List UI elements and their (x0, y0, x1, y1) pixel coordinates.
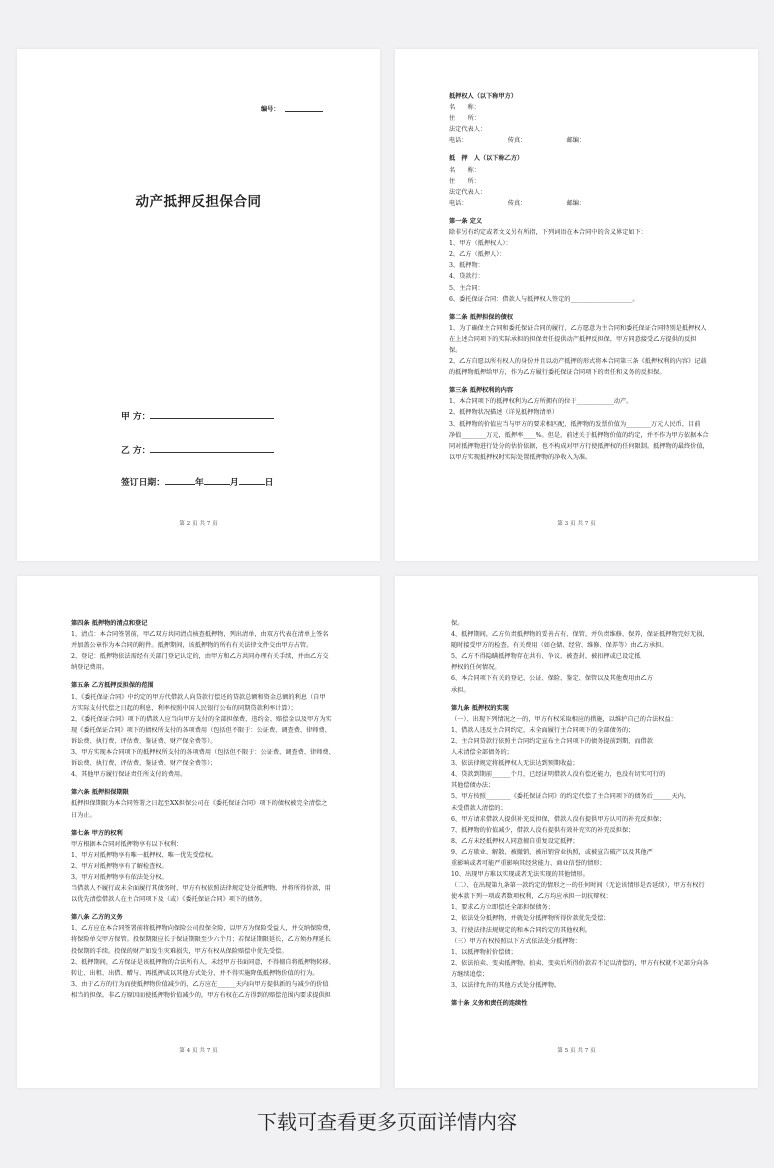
text-line: 净值________万元，抵押率____%。但是，前述关于抵押物价值的约定，并不作为甲方依据本合 (449, 431, 709, 439)
text-line: 抵押担保期限为本合同签署之日起至XX担保公司在《委托保证合同》项下的债权被完全清偿之 (71, 800, 328, 808)
text-line: 当借款人不履行或未全面履行其债务时，甲方有权依照法律规定处分抵押物，并将所得价款，用 (71, 885, 331, 893)
text-line: 1、《委托保证合同》中约定的甲方代借款人向贷款行偿还的贷款总额和资金总额的利息（自甲 (71, 693, 326, 701)
section-heading: 抵押权人（以下称甲方） (449, 93, 518, 100)
document-page-5 (395, 576, 758, 1088)
page-footer: 第 5 页 共 7 页 (557, 1048, 596, 1054)
text-line: 以甲方实现抵押权时实际处置抵押物的净收入为准。 (449, 453, 592, 461)
text-line: 5、主合同： (449, 284, 484, 292)
text-line: 1、借款人违反主合同约定，未全面履行主合同项下的全部债务的； (451, 726, 635, 734)
text-line: 1、以抵押物折价偿债； (451, 948, 517, 956)
text-line: 转让、出租、出借、赠与、再抵押或以其他方式处分，并不得实施降低抵押物价值的行为。 (71, 969, 319, 977)
party-b-row (121, 443, 274, 456)
text-line: 法定代表人： (449, 188, 487, 196)
text-line: 1、清点：本合同签署前，甲乙双方共同清点核查抵押物，列出清单，由双方代表在清单上签名 (71, 631, 329, 639)
year-label: 年 (195, 478, 204, 488)
text-line: 名 称： (449, 166, 480, 174)
text-line: 2、依法处分抵押物，并就处分抵押物所得价款优先受偿； (451, 915, 610, 923)
text-line: 3、抵押物的价值应当与甲方的要求相匹配，抵押物的发票价值为________万元人民币，目前 (449, 420, 701, 428)
text-line: 3、由于乙方的行为而使抵押物价值减少的，乙方应在______天内向甲方提供新的与减少的价值 (71, 980, 329, 988)
section-heading: 第二条 抵押担保的债权 (449, 313, 514, 321)
text-line: 住 所： (449, 177, 480, 185)
text-line: 3、依法律规定将抵押权人无法达到预期收益； (451, 760, 579, 768)
text-line: 电话： 传真： 邮编： (449, 199, 586, 207)
text-line: （二）、在出现第九条第一款约定的情形之一的任何时间（无论该情形是否延续），甲方有权行 (451, 882, 705, 890)
text-line: 6、本合同项下有关的登记、公证、保险、鉴定、保管以及其他费用由乙方 (451, 675, 653, 683)
text-line: 2、抵押物状况描述（详见抵押物清单） (449, 409, 559, 417)
day-label: 日 (264, 478, 274, 488)
section-heading: 第一条 定义 (449, 217, 483, 225)
text-line: （一）、出现下列情况之一的，甲方有权采取相应的措施，以维护自己的合法权益： (451, 715, 677, 723)
text-line: 10、出现甲方难以实现或者无法实现的其他情形。 (451, 871, 589, 879)
text-line: 1、甲方对抵押物享有唯一抵押权、唯一优先受偿权。 (71, 851, 218, 859)
text-line: 其他偿债办法； (451, 782, 495, 790)
text-line: 2、依法拍卖、变卖抵押物。拍卖、变卖后所得价款若不足以清偿的，甲方有权就不足部分向各 (451, 959, 709, 967)
party-a-label: 甲 方： (121, 412, 151, 422)
text-line: （三）甲方有权按照以下方式依法处分抵押物： (451, 937, 581, 945)
section-heading: 第九条 抵押权的实现 (451, 704, 509, 712)
text-line: 纳登记费用。 (71, 664, 109, 672)
document-page-4 (17, 576, 380, 1088)
text-line: 甲方根据本合同对抵押物享有以下权利： (71, 840, 183, 848)
text-line: 4、贷款行： (449, 273, 484, 281)
text-line: 电话： 传真： 邮编： (449, 137, 586, 145)
text-line: 随时接受甲方的检查。有关费用（如仓储、经营、维修、保养等）由乙方承担。 (451, 642, 668, 650)
text-line: 4、抵押期间，乙方负责抵押物的妥善占有、保管、并负责维修、保养，保证抵押物完好无损， (451, 631, 709, 639)
party-a-blank (150, 418, 274, 419)
section-heading: 第六条 抵押担保期限 (71, 789, 129, 797)
text-line: 在上述合同项下的实际承担的担保责任提供动产抵押反担保，甲方同意接受乙方提供的反担 (449, 335, 697, 343)
text-line: 2、抵押期间，乙方保证是该抵押物的合法所有人，未经甲方书面同意，不得擅自将抵押物转移、 (71, 958, 335, 966)
day-blank (239, 484, 265, 485)
text-line: 押权的任何情况。 (451, 664, 501, 672)
page-body (449, 91, 711, 463)
text-line: 1、甲方（抵押权人）： (449, 240, 512, 248)
text-line: 重影响或者可能严重影响其经营能力、商业信誉的情形； (451, 859, 606, 867)
text-line: 保。 (451, 620, 464, 627)
text-line: 1、本合同项下的抵押权利为乙方所拥有的位于____________动产。 (449, 398, 633, 406)
party-b-label: 乙 方： (121, 446, 151, 456)
contract-number-blank (285, 111, 323, 112)
text-line: 1、为了确保主合同和委托保证合同的履行，乙方愿意为主合同和委托保证合同特别是抵押权人 (449, 324, 707, 332)
section-heading: 抵 押 人（以下称乙方） (449, 155, 524, 163)
text-line: 2、《委托保证合同》项下的借款人应当向甲方支付的全部担保费、违约金、赔偿金以及甲方为实 (71, 715, 332, 723)
text-line: 3、抵押物： (449, 262, 484, 270)
text-line: 名 称： (449, 104, 480, 112)
text-line: 的抵押物抵押给甲方，作为乙方履行委托保证合同项下的责任和义务的反担保。 (449, 369, 666, 377)
text-line: 日为止。 (71, 811, 96, 819)
year-blank (165, 484, 195, 485)
download-caption: 下载可查看更多页面详情内容 (257, 1110, 517, 1134)
text-line: 未受借款人清偿的； (451, 804, 507, 812)
text-line: 4、贷款到期前______个月，已经证明借款人没有偿还能力，也没有切实可行的 (451, 771, 666, 779)
text-line: 9、乙方歇业、解散、被撤销、被吊销营业执照，或被宣告破产以及其他严 (451, 848, 653, 856)
section-heading: 第七条 甲方的权利 (71, 829, 123, 837)
document-page-2 (17, 49, 380, 561)
text-line: 3、行使法律法规规定的和本合同约定的其他权利。 (451, 926, 592, 934)
text-line: 方实际支付代偿之日起的利息，利率按照中国人民银行公布的同期贷款利率计算）； (71, 704, 297, 712)
text-line: 承担。 (451, 686, 470, 694)
contract-number-label: 编号： (261, 106, 280, 113)
text-line: 诉讼费、执行费、评估费、鉴证费、财产保全费等）； (71, 760, 217, 768)
sign-date-label: 签订日期： (121, 478, 165, 488)
text-line: 并加盖公章作为本合同的附件。抵押期间，该抵押物的所有有关法律文件交由甲方占管。 (71, 642, 313, 650)
text-line: 1、乙方应在本合同签署前将抵押物向保险公司投保全险，以甲方为保险受益人，并交纳保险费， (71, 925, 335, 933)
text-line: 相当的担保。非乙方原因而使抵押物价值减少的，甲方有权在乙方得到的赔偿范围内要求提供担 (71, 991, 331, 999)
page-footer: 第 4 页 共 7 页 (179, 1048, 218, 1054)
text-line: 除非另有约定或者文义另有所指，下列词语在本合同中的含义界定如下： (449, 229, 647, 237)
text-line: 8、乙方未经抵押权人同意擅自重复设定抵押； (451, 837, 579, 845)
text-line: 将保险单交甲方保管。投保期限应长于保证期限至少六个月；若保证期限延长，乙方须办理延长 (71, 936, 331, 944)
text-line: 5、甲方按照________《委托保证合同》的约定代偿了主合同项下的债务后______天内， (451, 793, 691, 801)
section-heading: 第五条 乙方抵押反担保的范围 (71, 682, 154, 690)
text-line: 诉讼费、执行费、评估费、鉴证费、财产保全费等）。 (71, 737, 217, 745)
text-line: 1、要求乙方立即偿还全部担保债务； (451, 904, 554, 912)
page-body (71, 618, 333, 1001)
text-line: 3、甲方实现本合同项下的抵押权所支付的各项费用（包括但不限于：公证费、调查费、律师费、 (71, 749, 335, 757)
sign-date-row (121, 475, 273, 488)
text-line: 同对抵押物进行处分的估价依据，也不构成对甲方行使抵押权的任何限制。抵押物的最终价值， (449, 442, 709, 450)
party-b-blank (150, 452, 274, 453)
party-a-row (121, 409, 274, 422)
text-line: 5、乙方不得隐瞒抵押物存在共有、争议、被查封、被扣押或已设定抵 (451, 653, 641, 661)
text-line: 7、抵押物的价值减少，借款人没有提供有效补充实的补充反担保； (451, 826, 635, 834)
section-heading: 第八条 乙方的义务 (71, 914, 123, 922)
text-line: 保。 (449, 346, 462, 354)
text-line: 3、甲方对抵押物享有依法处分权。 (71, 873, 168, 881)
text-line: 投保期的手续。投保的财产如发生灾难损失，甲方有权从保险赔偿中优先受偿。 (71, 947, 288, 955)
month-blank (204, 484, 230, 485)
text-line: 4、其他甲方履行保证责任所支付的费用。 (71, 771, 187, 779)
page-footer: 第 2 页 共 7 页 (179, 521, 218, 527)
text-line: 现《委托保证合同》项下的债权所支付的各项费用（包括但不限于：公证费、调查费、律师费、 (71, 726, 331, 734)
document-page-3 (395, 49, 758, 561)
text-line: 2、甲方对抵押物享有了解检查权。 (71, 862, 168, 870)
section-heading: 第四条 抵押物的清点和登记 (71, 620, 148, 627)
text-line: 以优先清偿借款人在主合同项下及（或）《委托保证合同》项下的债务。 (71, 896, 266, 904)
page-body (451, 618, 713, 1009)
text-line: 2、主合同贷款行依照主合同约定宣布主合同项下的债务提前到期，而借款 (451, 737, 653, 745)
text-line: 3、以法律允许的其他方式处分抵押物。 (451, 982, 561, 989)
text-line: 法定代表人： (449, 126, 487, 134)
text-line: 住 所： (449, 115, 480, 123)
page-footer: 第 3 页 共 7 页 (557, 521, 596, 527)
section-heading: 第三条 抵押权利的内容 (449, 387, 514, 395)
contract-title: 动产抵押反担保合同 (135, 194, 262, 210)
text-line: 6、甲方请求借款人提供补充反担保，借款人没有提供甲方认可的补充反担保； (451, 815, 666, 823)
month-label: 月 (229, 478, 239, 488)
text-line: 2、乙方自愿以所有权人的身份并且以动产抵押的形式将本合同第三条《抵押权利的内容》记载 (449, 358, 707, 366)
text-line: 人未清偿全部债务的； (451, 749, 513, 757)
section-heading: 第十条 义务和责任的连续性 (451, 1000, 528, 1008)
text-line: 2、登记：抵押物依法需经有关部门登记认定的，由甲方和乙方共同办理有关手续，并由乙方交 (71, 653, 329, 661)
text-line: 6、委托保证合同：借款人与抵押权人签定的____________________。 (449, 295, 639, 303)
text-line: 方继续追偿； (451, 970, 489, 978)
text-line: 使本款下列一项或者数项权利，乙方均应承担一切抗辩权： (451, 893, 612, 901)
text-line: 2、乙方（抵押人）： (449, 251, 506, 259)
